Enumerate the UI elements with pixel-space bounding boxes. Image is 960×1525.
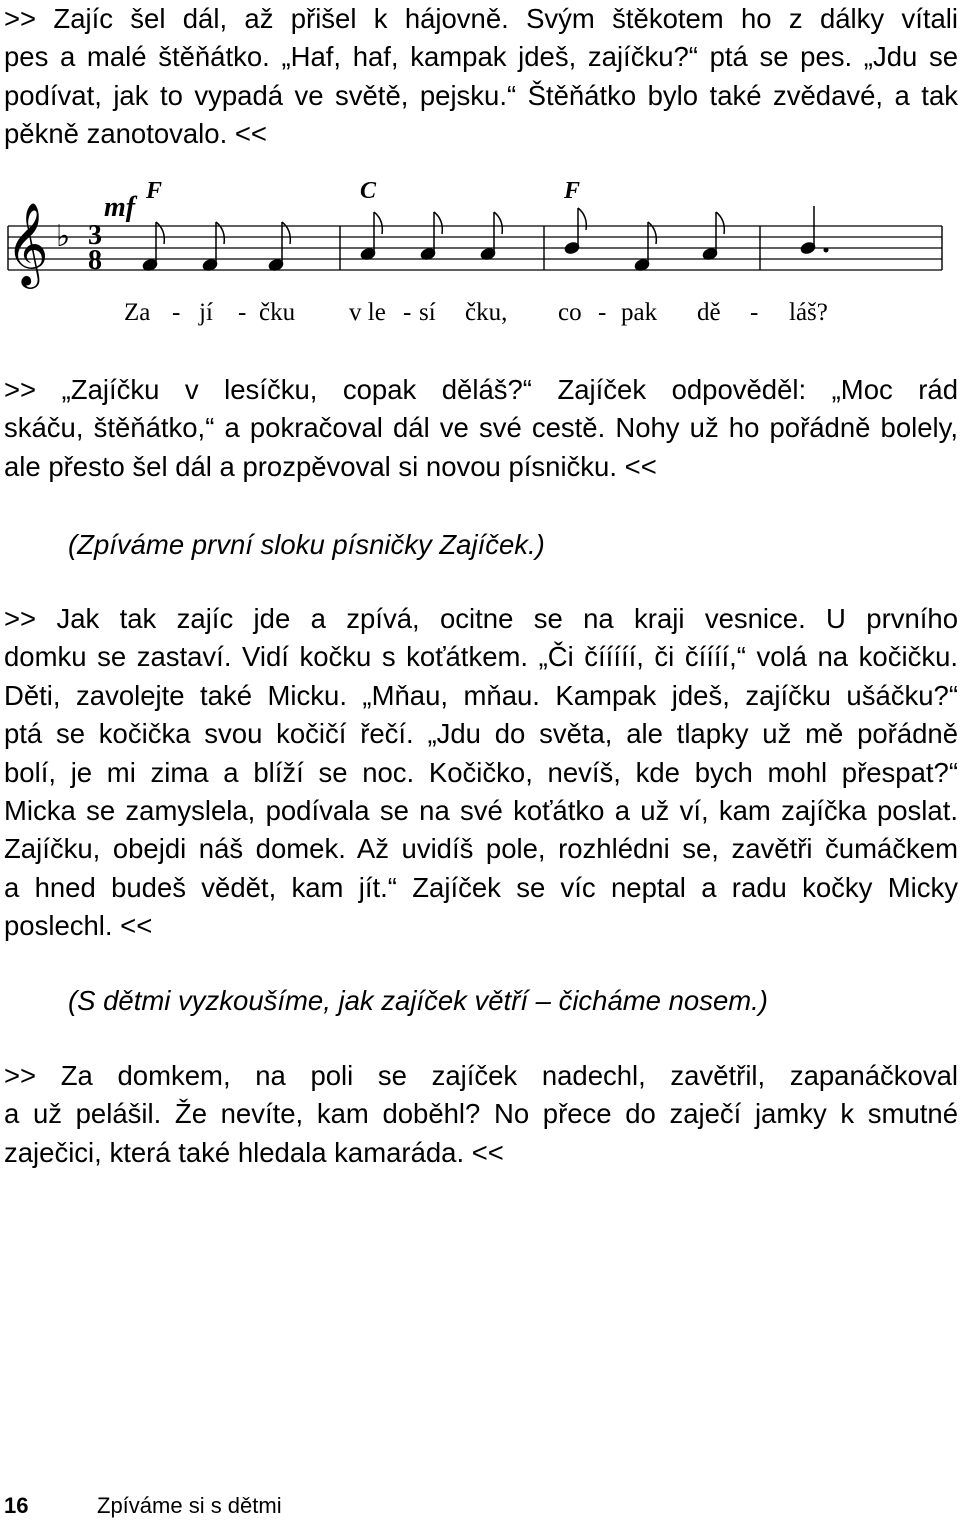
story-paragraph-3 (4, 600, 958, 946)
singing-note: (Zpíváme první sloku písničky Zajíček.) (68, 529, 545, 560)
lyric-syllable: Za (124, 299, 151, 326)
lyric-syllable: - (598, 299, 607, 326)
lyric-syllable: - (238, 299, 247, 326)
music-score (0, 170, 960, 330)
lyric-syllable: v le (349, 299, 386, 326)
text-line: >> Jak tak zajíc jde a zpívá, ocitne se na kraji vesnice. U prvního (4, 603, 958, 634)
lyric-syllable: dě (697, 299, 721, 326)
lyric-syllable: láš? (789, 299, 828, 326)
text-line: domku se zastaví. Vidí kočku s koťátkem. „Či čííííí, či číííí,“ volá na kočičku. (4, 641, 958, 673)
text-line: pes a malé štěňátko. „Haf, haf, kampak jdeš, zajíčku?“ ptá se pes. „Jdu se (4, 41, 958, 73)
running-title: Zpíváme si s dětmi (97, 1493, 282, 1518)
story-paragraph-2 (4, 371, 958, 486)
time-signature-bottom: 8 (88, 245, 102, 276)
lyric-syllable: co (558, 299, 582, 326)
text-line: ale přesto šel dál a prozpěvoval si novou písničku. << (4, 450, 657, 482)
text-line: >> Za domkem, na poli se zajíček nadechl, zavětřil, zapanáčkoval (4, 1060, 958, 1091)
story-paragraph-1 (4, 0, 958, 154)
lyric-syllable: jí (199, 299, 213, 326)
activity-note: (S dětmi vyzkoušíme, jak zajíček větří – čicháme nosem.) (68, 985, 768, 1016)
note (142, 222, 165, 272)
chord-symbol: F (146, 178, 163, 204)
lyric-syllable: čku, (465, 299, 508, 326)
text-line: a už pelášil. Že nevíte, kam doběhl? No přece do zaječí jamky k smutné (4, 1098, 958, 1130)
lyric-syllable: sí (419, 299, 436, 326)
text-line: Micka se zamyslela, podívala se na své koťátko a už ví, kam zajíčka poslat. (4, 795, 958, 827)
lyric-syllable: - (403, 299, 412, 326)
text-line: pěkně zanotovalo. << (4, 118, 267, 150)
lyrics (124, 299, 828, 326)
text-line: bolí, je mi zima a blíží se noc. Kočičko, nevíš, kde bych mohl přespat?“ (4, 756, 958, 788)
text-line: a hned budeš vědět, kam jít.“ Zajíček se víc neptal a radu kočky Micky (4, 871, 958, 903)
text-line: zaječici, která také hledala kamaráda. << (4, 1136, 504, 1168)
note (202, 222, 225, 272)
text-line: Děti, zavolejte také Micku. „Mňau, mňau. Kampak jdeš, zajíčku ušáčku?“ (4, 679, 958, 711)
key-signature-flat-icon: ♭ (56, 220, 71, 253)
chord-symbol: C (360, 178, 377, 204)
story-paragraph-4 (4, 1057, 958, 1172)
text-line: >> Zajíc šel dál, až přišel k hájovně. Svým štěkotem ho z dálky vítali (4, 3, 958, 34)
time-signature-top: 3 (88, 220, 102, 251)
text-line: podívat, jak to vypadá ve světě, pejsku.“ Štěňátko bylo také zvědavé, a tak (4, 79, 958, 111)
text-line: >> „Zajíčku v lesíčku, copak děláš?“ Zajíček odpověděl: „Moc rád (4, 374, 958, 405)
lyric-syllable: - (172, 299, 181, 326)
treble-clef-icon: 𝄞 (6, 204, 49, 284)
text-line: Zajíčku, obejdi náš domek. Až uvidíš pole, rozhlédni se, zavětři čumáčkem (4, 833, 958, 865)
note (634, 222, 657, 272)
note (268, 222, 291, 272)
notes (142, 206, 828, 272)
text-line: ptá se kočička svou kočičí řečí. „Jdu do světa, ale tlapky už mě pořádně (4, 718, 958, 750)
text-line: poslechl. << (4, 910, 153, 942)
page-number: 16 (4, 1493, 29, 1518)
lyric-syllable: čku (259, 299, 296, 326)
lyric-syllable: - (750, 299, 759, 326)
dynamic-marking: mf (104, 192, 136, 223)
lyric-syllable: pak (621, 299, 658, 326)
chord-symbol: F (564, 178, 581, 204)
text-line: skáču, štěňátko,“ a pokračoval dál ve své cestě. Nohy už ho pořádně bolely, (4, 412, 958, 444)
